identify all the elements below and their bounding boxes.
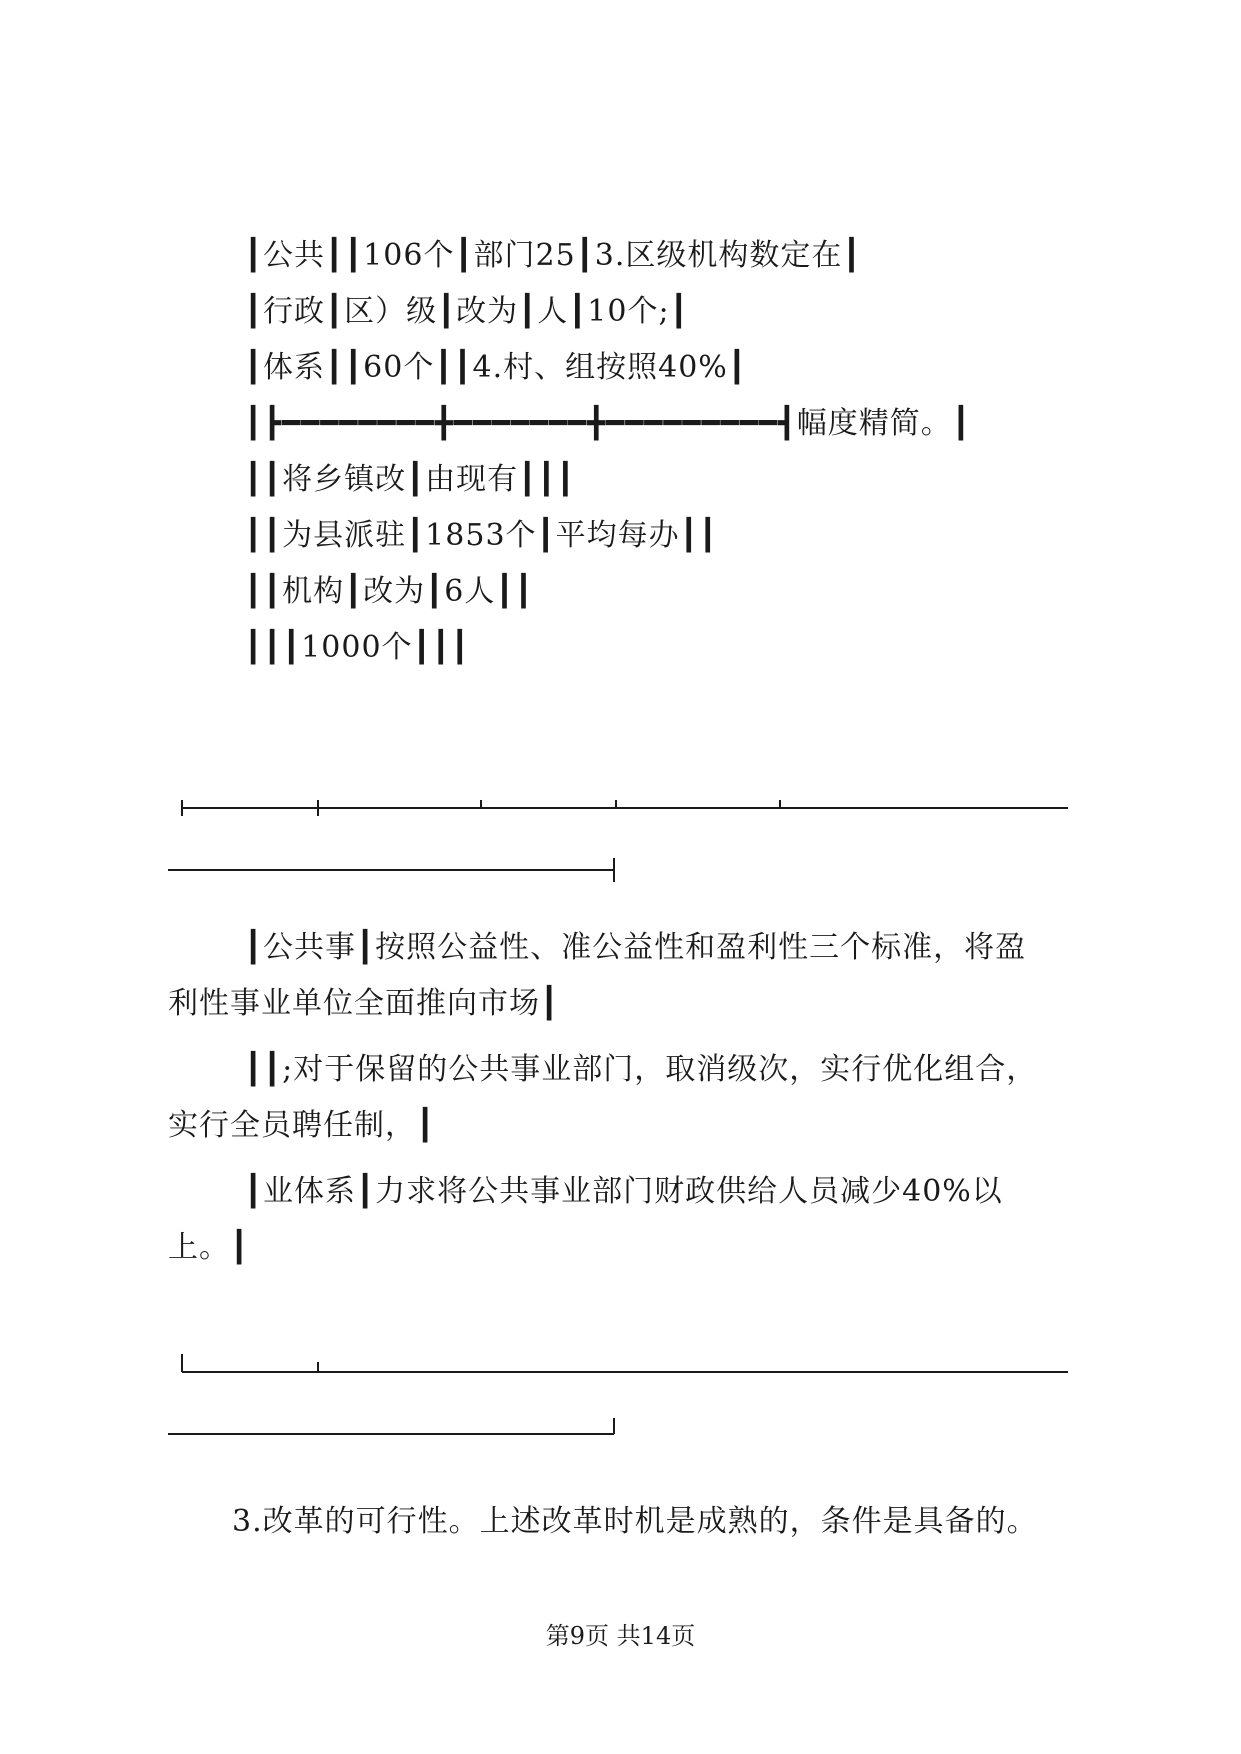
table-row: 实行全员聘任制，┃	[168, 1108, 436, 1143]
table-row: ┃公共事┃按照公益性、准公益性和盈利性三个标准，将盈	[244, 930, 1027, 965]
paragraph: 3.改革的可行性。上述改革时机是成熟的，条件是具备的。	[232, 1504, 1038, 1539]
table-rule-bottom-continued	[168, 1410, 1068, 1444]
table-row: ┃业体系┃力求将公共事业部门财政供给人员减少40%以	[244, 1174, 1003, 1209]
table-row: ┃┃为县派驻┃1853个┃平均每办┃┃	[244, 518, 718, 553]
table-row: 利性事业单位全面推向市场┃	[168, 986, 560, 1021]
table-row: ┃┣━━━━━━━━╋━━━━━━━╋━━━━━━━━━┫幅度精简。┃	[244, 406, 971, 441]
table-row: ┃行政┃区）级┃改为┃人┃10个;┃	[244, 294, 689, 329]
table-row: ┃体系┃┃60个┃┃4.村、组按照40%┃	[244, 350, 747, 385]
table-rule-middle	[168, 790, 1068, 824]
table-row: 上。┃	[168, 1230, 250, 1265]
table-rule-bottom	[168, 1348, 1068, 1382]
table-row: ┃┃┃1000个┃┃┃	[244, 630, 470, 665]
table-row: ┃公共┃┃106个┃部门25┃3.区级机构数定在┃	[244, 238, 862, 273]
table-row: ┃┃机构┃改为┃6人┃┃	[244, 574, 534, 609]
table-row: ┃┃将乡镇改┃由现有┃┃┃	[244, 462, 576, 497]
page-footer: 第9页 共14页	[545, 1622, 696, 1650]
table-rule-middle-continued	[168, 852, 1068, 886]
table-row: ┃┃;对于保留的公共事业部门，取消级次，实行优化组合，	[244, 1052, 1038, 1087]
